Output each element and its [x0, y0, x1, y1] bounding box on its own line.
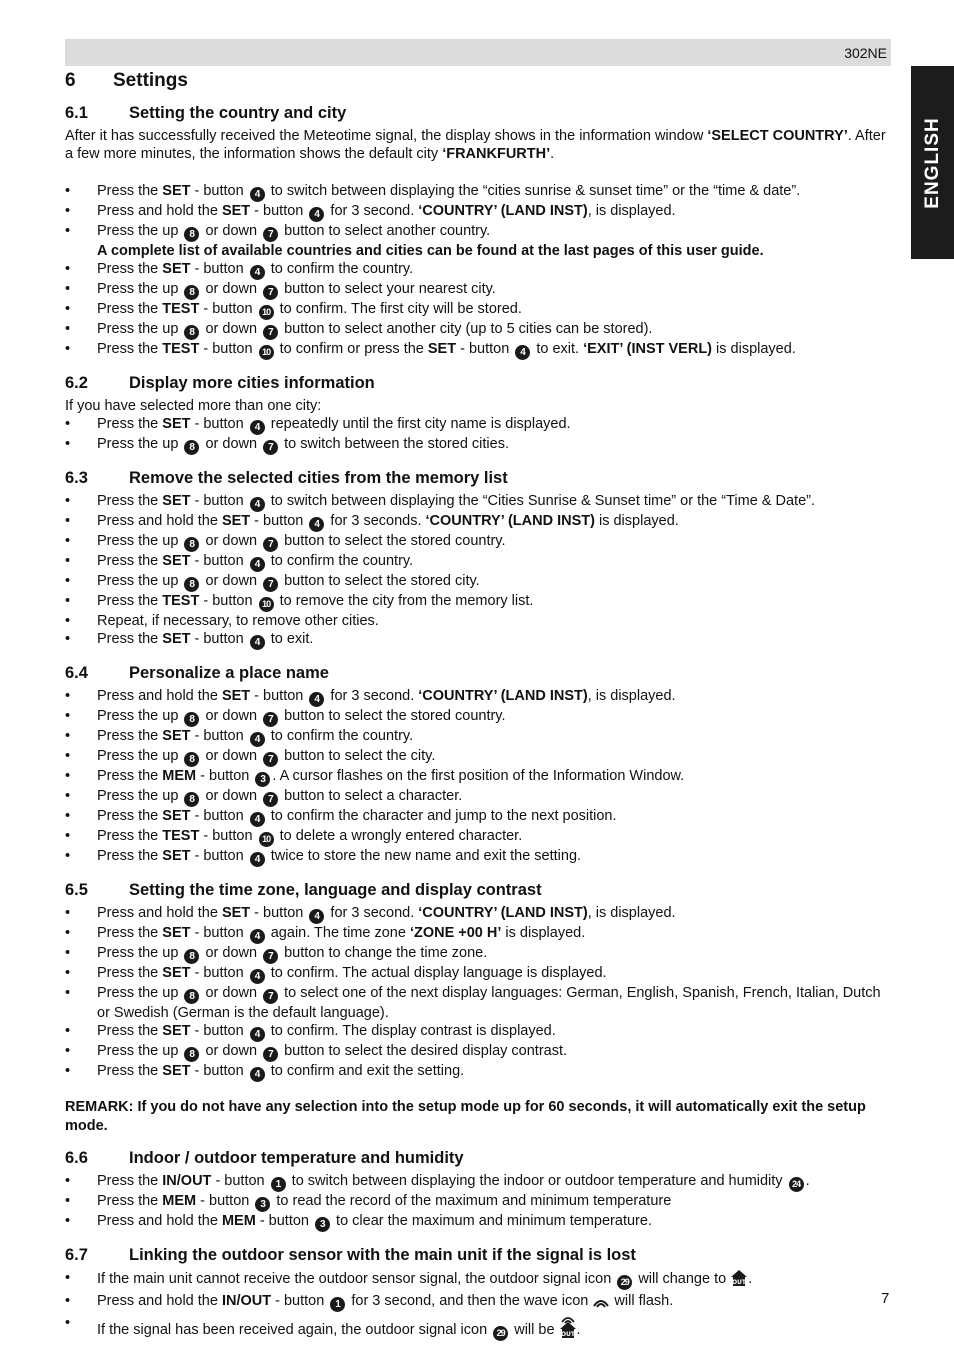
number-badge-icon: 7	[263, 227, 278, 242]
subsection-heading: 6.2 Display more cities information	[65, 373, 375, 392]
list-item: • Press the SET - button 4 to confirm the country.	[65, 260, 891, 280]
list-item: • Press the up 8 or down 7 button to select the stored country.	[65, 532, 891, 552]
subsection-heading: 6.3 Remove the selected cities from the memory list	[65, 469, 508, 488]
number-badge-icon: 10	[259, 597, 274, 612]
language-label: ENGLISH	[921, 116, 943, 209]
number-badge-icon: 8	[184, 1047, 199, 1062]
number-badge-icon: 8	[184, 712, 199, 727]
list-item: • Press the SET - button 4 to confirm. The display contrast is displayed.	[65, 1022, 891, 1042]
list-item: • Press the IN/OUT - button 1 to switch between displaying the indoor or outdoor temperature and humidity 24 .	[65, 1172, 891, 1192]
number-badge-icon: 4	[250, 187, 265, 202]
list-item: • Press the TEST - button 10 to confirm or press the SET - button 4 to exit. ‘EXIT’ (INST VERL) is displayed.	[65, 340, 891, 360]
number-badge-icon: 4	[250, 557, 265, 572]
number-badge-icon: 4	[250, 1027, 265, 1042]
svg-text:OUT: OUT	[560, 1331, 575, 1339]
list-item: • Press the up 8 or down 7 button to select the desired display contrast.	[65, 1042, 891, 1062]
number-badge-icon: 8	[184, 949, 199, 964]
instruction-list	[65, 182, 891, 360]
list-item: • Press the SET - button 4 to switch between displaying the “cities sunrise & sunset time” or the “time & date”.	[65, 182, 891, 202]
number-badge-icon: 29	[617, 1275, 632, 1290]
page-number: 7	[881, 1290, 890, 1307]
subsection-heading: 6.5 Setting the time zone, language and display contrast	[65, 881, 542, 900]
country-list-note: A complete list of available countries and cities can be found at the last pages of this user guide.	[97, 242, 764, 259]
list-item: • Press and hold the IN/OUT - button 1 for 3 second, and then the wave icon will flash.	[65, 1292, 891, 1314]
number-badge-icon: 4	[250, 852, 265, 867]
wave-icon	[592, 1295, 610, 1314]
number-badge-icon: 7	[263, 577, 278, 592]
list-item: • Press the up 8 or down 7 button to select a character.	[65, 787, 891, 807]
list-item: • Press and hold the SET - button 4 for 3 seconds. ‘COUNTRY’ (LAND INST) is displayed.	[65, 512, 891, 532]
number-badge-icon: 7	[263, 285, 278, 300]
number-badge-icon: 24	[789, 1177, 804, 1192]
list-item: • Press the SET - button 4 to confirm and exit the setting.	[65, 1062, 891, 1082]
number-badge-icon: 4	[309, 517, 324, 532]
list-item: • Press the up 8 or down 7 to select one of the next display languages: German, English, Spanish, French, Italian, Dutch or Swedish (German is the default language).	[65, 984, 891, 1022]
number-badge-icon: 1	[271, 1177, 286, 1192]
outdoor-signal-icon	[559, 1314, 577, 1343]
list-item: • If the signal has been received again, the outdoor signal icon 29 will be OUT .	[65, 1314, 891, 1343]
list-item: • Press the SET - button 4 to switch between displaying the “Cities Sunrise & Sunset time” or the “Time & Date”.	[65, 492, 891, 512]
svg-text:OUT: OUT	[732, 1278, 747, 1286]
remark-note: REMARK: If you do not have any selection into the setup mode up for 60 seconds, it will automatically exit the setup mode.	[65, 1099, 866, 1134]
list-item: • Press the SET - button 4 to confirm. The actual display language is displayed.	[65, 964, 891, 984]
number-badge-icon: 7	[263, 949, 278, 964]
subsection-heading: 6.1 Setting the country and city	[65, 104, 347, 123]
number-badge-icon: 8	[184, 537, 199, 552]
number-badge-icon: 1	[330, 1297, 345, 1312]
instruction-list	[65, 904, 891, 1082]
number-badge-icon: 7	[263, 325, 278, 340]
list-item: • Press the SET - button 4 again. The time zone ‘ZONE +00 H’ is displayed.	[65, 924, 891, 944]
instruction-list	[65, 1172, 891, 1232]
instruction-list	[65, 492, 891, 650]
list-item: • Press the up 8 or down 7 button to change the time zone.	[65, 944, 891, 964]
intro-paragraph: After it has successfully received the Meteotime signal, the display shows in the information window ‘SELECT COUNTRY’. After a few more minutes, the information shows the default city ‘FRANKFURTH’.	[65, 128, 886, 163]
number-badge-icon: 7	[263, 1047, 278, 1062]
language-tab	[911, 66, 954, 259]
number-badge-icon: 3	[315, 1217, 330, 1232]
number-badge-icon: 4	[309, 909, 324, 924]
subsection-heading: 6.6 Indoor / outdoor temperature and humidity	[65, 1148, 464, 1167]
number-badge-icon: 8	[184, 325, 199, 340]
intro-paragraph: If you have selected more than one city:	[65, 397, 322, 414]
list-item: • Press and hold the SET - button 4 for 3 second. ‘COUNTRY’ (LAND INST), is displayed.	[65, 904, 891, 924]
number-badge-icon: 3	[255, 1197, 270, 1212]
header-bar	[65, 39, 891, 66]
number-badge-icon: 8	[184, 752, 199, 767]
subsection-heading: 6.7 Linking the outdoor sensor with the main unit if the signal is lost	[65, 1245, 636, 1264]
list-item: • Press the SET - button 4 repeatedly until the first city name is displayed.	[65, 415, 891, 435]
list-item: • Press the MEM - button 3 to read the record of the maximum and minimum temperature	[65, 1192, 891, 1212]
number-badge-icon: 4	[250, 265, 265, 280]
subsection-heading: 6.4 Personalize a place name	[65, 664, 329, 683]
number-badge-icon: 8	[184, 792, 199, 807]
number-badge-icon: 8	[184, 577, 199, 592]
page-content	[65, 72, 891, 1343]
list-item: • Press the up 8 or down 7 to switch between the stored cities.	[65, 435, 891, 455]
number-badge-icon: 29	[493, 1326, 508, 1341]
number-badge-icon: 4	[309, 692, 324, 707]
list-item: • Press the up 8 or down 7 button to select another country. A complete list of available countries and cities can be found at the last pages of this user guide.	[65, 222, 891, 260]
list-item: • Press the TEST - button 10 to delete a wrongly entered character.	[65, 827, 891, 847]
number-badge-icon: 4	[250, 1067, 265, 1082]
number-badge-icon: 4	[515, 345, 530, 360]
section-heading: 6 Settings	[65, 70, 188, 91]
number-badge-icon: 7	[263, 792, 278, 807]
number-badge-icon: 4	[250, 420, 265, 435]
number-badge-icon: 8	[184, 285, 199, 300]
number-badge-icon: 4	[250, 812, 265, 827]
number-badge-icon: 4	[250, 635, 265, 650]
number-badge-icon: 4	[309, 207, 324, 222]
number-badge-icon: 4	[250, 497, 265, 512]
number-badge-icon: 10	[259, 305, 274, 320]
list-item: • Press the SET - button 4 to confirm the country.	[65, 552, 891, 572]
number-badge-icon: 4	[250, 969, 265, 984]
list-item: • Press the up 8 or down 7 button to select the city.	[65, 747, 891, 767]
list-item: • Press the SET - button 4 twice to store the new name and exit the setting.	[65, 847, 891, 867]
number-badge-icon: 3	[255, 772, 270, 787]
list-item: • Press the up 8 or down 7 button to select another city (up to 5 cities can be stored).	[65, 320, 891, 340]
number-badge-icon: 7	[263, 989, 278, 1004]
number-badge-icon: 8	[184, 227, 199, 242]
instruction-list	[65, 415, 891, 455]
model-code: 302NE	[844, 45, 887, 61]
number-badge-icon: 7	[263, 537, 278, 552]
list-item: • Press the up 8 or down 7 button to select your nearest city.	[65, 280, 891, 300]
list-item: • Press and hold the SET - button 4 for 3 second. ‘COUNTRY’ (LAND INST), is displayed.	[65, 202, 891, 222]
list-item: • Press the TEST - button 10 to confirm. The first city will be stored.	[65, 300, 891, 320]
number-badge-icon: 8	[184, 440, 199, 455]
number-badge-icon: 7	[263, 712, 278, 727]
list-item: • Press the SET - button 4 to exit.	[65, 630, 891, 650]
list-item: • Press the up 8 or down 7 button to select the stored city.	[65, 572, 891, 592]
list-item: • Press the TEST - button 10 to remove the city from the memory list.	[65, 592, 891, 612]
list-item: • Press the SET - button 4 to confirm the country.	[65, 727, 891, 747]
number-badge-icon: 4	[250, 929, 265, 944]
number-badge-icon: 10	[259, 345, 274, 360]
list-item: • Press and hold the SET - button 4 for 3 second. ‘COUNTRY’ (LAND INST), is displayed.	[65, 687, 891, 707]
outdoor-house-icon	[730, 1269, 748, 1292]
number-badge-icon: 8	[184, 989, 199, 1004]
list-item: • Press and hold the MEM - button 3 to clear the maximum and minimum temperature.	[65, 1212, 891, 1232]
number-badge-icon: 7	[263, 440, 278, 455]
number-badge-icon: 4	[250, 732, 265, 747]
list-item: • Press the MEM - button 3 . A cursor flashes on the first position of the Information Window.	[65, 767, 891, 787]
instruction-list	[65, 1269, 891, 1344]
list-item: • Repeat, if necessary, to remove other cities.	[65, 612, 891, 630]
list-item: • Press the up 8 or down 7 button to select the stored country.	[65, 707, 891, 727]
number-badge-icon: 10	[259, 832, 274, 847]
list-item: • If the main unit cannot receive the outdoor sensor signal, the outdoor signal icon 29 will change to OUT .	[65, 1269, 891, 1292]
list-item: • Press the SET - button 4 to confirm the character and jump to the next position.	[65, 807, 891, 827]
instruction-list	[65, 687, 891, 867]
number-badge-icon: 7	[263, 752, 278, 767]
